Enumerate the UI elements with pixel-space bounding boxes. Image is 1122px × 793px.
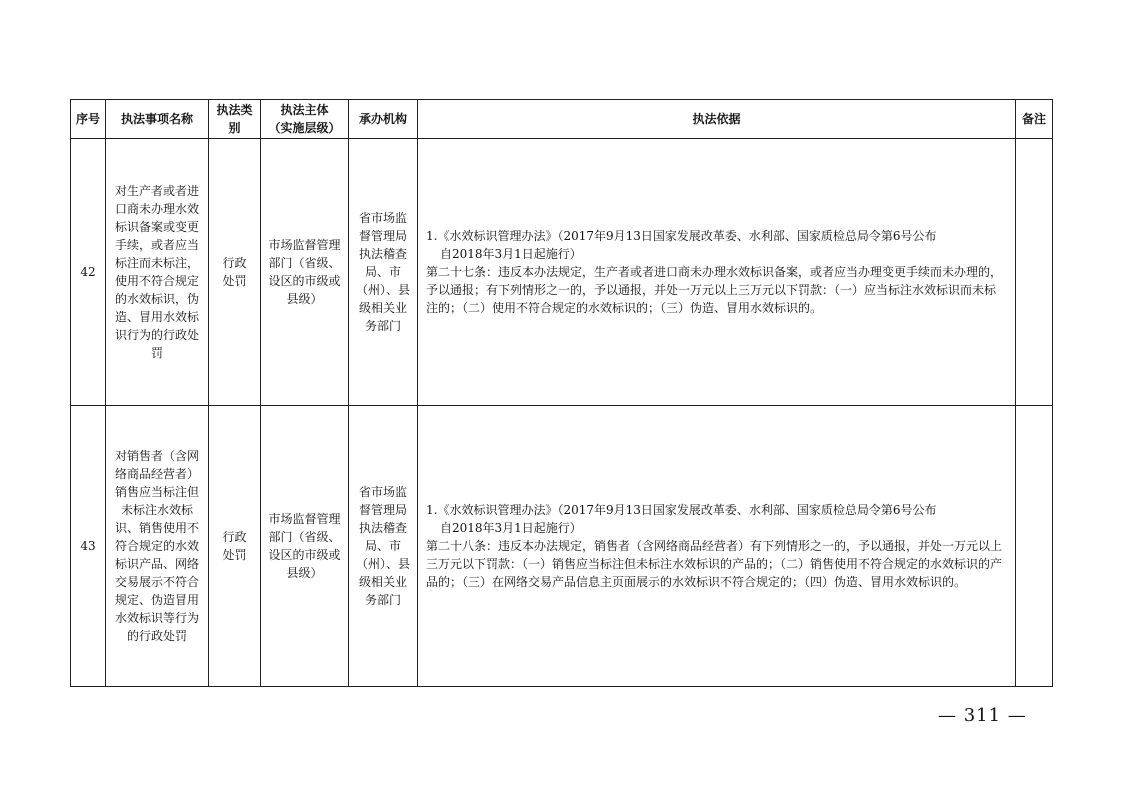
header-basis: 执法依据 [418,100,1016,139]
cell-subject: 市场监督管理部门（省级、设区的市级或县级） [261,139,349,406]
cell-seq: 43 [71,406,106,687]
basis-title-line: 1.《水效标识管理办法》（2017年9月13日国家发展改革委、水利部、国家质检总局令第6号公布 [426,229,937,243]
header-seq: 序号 [71,100,106,139]
cell-agency: 省市场监督管理局执法稽查局、市（州）、县级相关业务部门 [349,406,418,687]
header-item-name: 执法事项名称 [106,100,209,139]
header-category: 执法类别 [209,100,261,139]
header-remarks: 备注 [1016,100,1053,139]
enforcement-items-table [70,99,1053,687]
basis-article-text: 第二十八条：违反本办法规定，销售者（含网络商品经营者）有下列情形之一的，予以通报，并处一万元以上三万元以下罚款：（一）销售应当标注但未标注水效标识的产品的；（二）销售使用不符合规定的水效标识的产品的；（三）在网络交易产品信息主页面展示的水效标识不符合规定的；（四）伪造、冒用水效标识的。 [426,539,1003,589]
table-row [71,406,1053,687]
table-row [71,139,1053,406]
cell-basis [418,406,1016,687]
cell-category: 行政处罚 [209,139,261,406]
cell-item-name: 对生产者或者进口商未办理水效标识备案或变更手续，或者应当标注而未标注，使用不符合规定的水效标识，伪造、冒用水效标识行为的行政处罚 [106,139,209,406]
table-header-row [71,100,1053,139]
cell-seq: 42 [71,139,106,406]
basis-title-line: 1.《水效标识管理办法》（2017年9月13日国家发展改革委、水利部、国家质检总局令第6号公布 [426,503,937,517]
header-subject-line1: 执法主体 [280,103,329,117]
cell-agency: 省市场监督管理局执法稽查局、市（州）、县级相关业务部门 [349,139,418,406]
cell-remarks [1016,139,1053,406]
cell-basis [418,139,1016,406]
basis-article-text: 第二十七条：违反本办法规定，生产者或者进口商未办理水效标识备案，或者应当办理变更手续而未办理的，予以通报；有下列情形之一的，予以通报，并处一万元以上三万元以下罚款：（一）应当标注水效标识而未标注的；（二）使用不符合规定的水效标识的；（三）伪造、冒用水效标识的。 [426,265,1003,315]
cell-subject: 市场监督管理部门（省级、设区的市级或县级） [261,406,349,687]
header-subject-line2: （实施层级） [268,121,341,135]
cell-remarks [1016,406,1053,687]
basis-date-line: 自2018年3月1日起施行） [440,247,582,261]
header-subject [261,100,349,139]
cell-category: 行政处罚 [209,406,261,687]
header-agency: 承办机构 [349,100,418,139]
basis-date-line: 自2018年3月1日起施行） [440,521,582,535]
page-number: — 311 — [938,705,1027,726]
cell-item-name: 对销售者（含网络商品经营者）销售应当标注但未标注水效标识、销售使用不符合规定的水效标识产品、网络交易展示不符合规定、伪造冒用水效标识等行为的行政处罚 [106,406,209,687]
